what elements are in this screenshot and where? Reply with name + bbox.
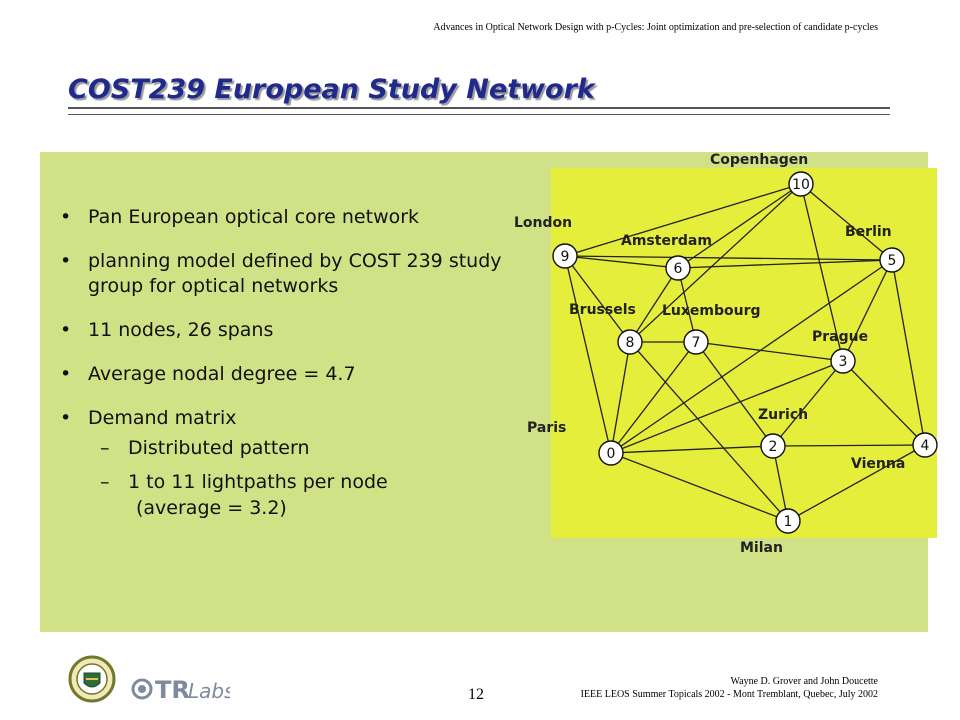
node-number-0: 0 <box>606 446 616 462</box>
trlabs-tr-text: TR <box>155 676 190 704</box>
sub-bullet-item <box>60 469 510 521</box>
bullet-glyph: • <box>60 363 72 385</box>
bullet-glyph: • <box>60 250 72 272</box>
city-label-berlin: Berlin <box>845 224 892 240</box>
bullet-glyph: • <box>60 407 72 429</box>
city-label-vienna: Vienna <box>851 456 906 472</box>
node-number-6: 6 <box>673 261 683 277</box>
bullet-text: planning model defined by COST 239 study group for optical networks <box>88 250 502 297</box>
bullet-list <box>60 205 510 521</box>
node-number-4: 4 <box>920 438 930 454</box>
node-number-7: 7 <box>691 335 701 351</box>
sub-bullet-continuation: (average = 3.2) <box>136 497 287 519</box>
running-header: Advances in Optical Network Design with p-Cycles: Joint optimization and pre-selection of candidate p-cycles <box>433 22 878 33</box>
city-label-paris: Paris <box>527 420 567 436</box>
node-number-3: 3 <box>838 354 848 370</box>
bullet-text: Demand matrix <box>88 407 237 429</box>
bullet-item <box>60 406 510 431</box>
city-label-brussels: Brussels <box>569 302 636 318</box>
footer-author: Wayne D. Grover and John Doucette <box>730 676 878 687</box>
city-label-prague: Prague <box>812 329 869 345</box>
page-number: 12 <box>468 686 484 703</box>
bullet-text: Pan European optical core network <box>88 206 420 228</box>
city-label-zurich: Zurich <box>758 407 809 423</box>
dash-glyph: – <box>100 471 110 493</box>
dash-glyph: – <box>100 437 110 459</box>
network-diagram <box>514 152 937 564</box>
university-seal-icon <box>68 655 116 707</box>
trlabs-logo <box>130 672 230 710</box>
footer-credits <box>581 675 878 701</box>
sub-bullet-text: 1 to 11 lightpaths per node <box>128 471 388 493</box>
title-rule-thick <box>68 107 890 109</box>
bullet-text: 11 nodes, 26 spans <box>88 319 274 341</box>
city-label-amsterdam: Amsterdam <box>621 233 712 249</box>
bullet-item <box>60 362 510 387</box>
trlabs-labs-text: Labs <box>188 679 230 703</box>
footer-venue: IEEE LEOS Summer Topicals 2002 - Mont Tremblant, Quebec, July 2002 <box>580 689 878 700</box>
node-number-1: 1 <box>783 514 793 530</box>
node-number-8: 8 <box>625 335 635 351</box>
bullet-item <box>60 318 510 343</box>
bullet-glyph: • <box>60 206 72 228</box>
slide-title: COST239 European Study Network <box>68 74 595 105</box>
city-label-milan: Milan <box>740 540 783 556</box>
city-label-london: London <box>514 215 573 231</box>
sub-bullet-item <box>60 435 510 461</box>
bullet-item <box>60 205 510 230</box>
bullet-item <box>60 249 510 299</box>
sub-bullet-text: Distributed pattern <box>128 437 310 459</box>
bullet-glyph: • <box>60 319 72 341</box>
bullet-text: Average nodal degree = 4.7 <box>88 363 356 385</box>
title-rule-thin <box>68 114 890 115</box>
node-number-5: 5 <box>887 253 897 269</box>
node-number-10: 10 <box>792 177 810 193</box>
node-number-2: 2 <box>768 439 778 455</box>
city-label-luxembourg: Luxembourg <box>662 303 761 319</box>
node-number-9: 9 <box>560 249 570 265</box>
city-label-copenhagen: Copenhagen <box>710 152 809 168</box>
